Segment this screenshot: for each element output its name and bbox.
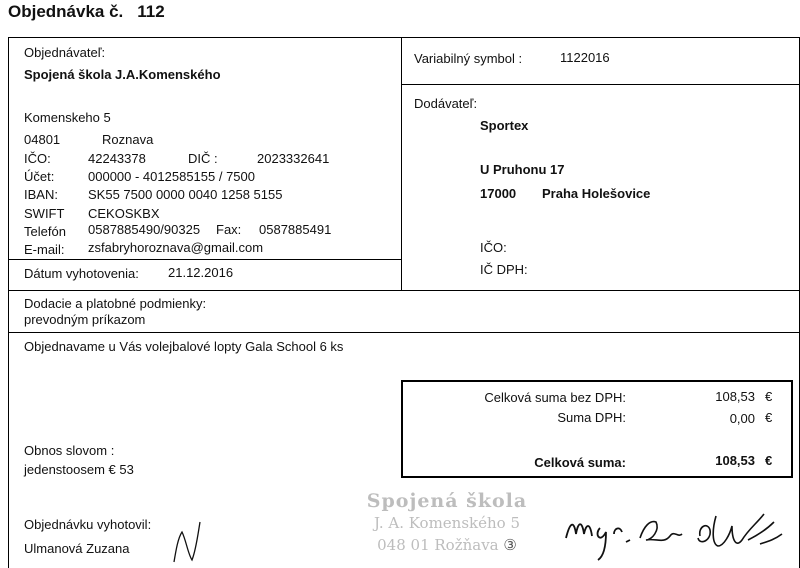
amount-words-label: Obnos slovom : <box>24 443 115 458</box>
terms-value: prevodným príkazom <box>24 312 146 327</box>
supplier-ico-label: IČO: <box>480 240 507 255</box>
stamp-mark: ③ <box>503 536 517 554</box>
signature-scribble-icon <box>168 510 208 568</box>
buyer-zip: 04801 <box>24 132 61 147</box>
issue-date-label: Dátum vyhotovenia: <box>24 266 139 281</box>
supplier-label: Dodávateľ: <box>414 96 478 111</box>
stamp-line-3: 048 01 Rožňava <box>377 536 499 554</box>
buyer-name: Spojená škola J.A.Komenského <box>24 67 221 82</box>
grand-total-label: Celková suma: <box>534 455 626 470</box>
vat-label: Suma DPH: <box>557 410 626 425</box>
school-stamp <box>362 490 532 556</box>
issuer-name: Ulmanová Zuzana <box>24 541 130 556</box>
supplier-name: Sportex <box>480 118 529 133</box>
order-title: Objednávka č. <box>8 2 124 21</box>
buyer-email: zsfabryhoroznava@gmail.com <box>88 240 264 255</box>
supplier-city: Praha Holešovice <box>542 186 651 201</box>
vat-currency: € <box>765 410 773 425</box>
buyer-swift-label: SWIFT <box>24 206 65 221</box>
buyer-fax-label: Fax: <box>216 222 242 237</box>
buyer-dic: 2023332641 <box>257 151 330 166</box>
variable-symbol-label: Variabilný symbol : <box>414 51 523 66</box>
signature-icon <box>560 500 790 568</box>
buyer-dic-label: DIČ : <box>188 151 218 166</box>
order-number: 112 <box>137 2 165 21</box>
stamp-line-2: J. A. Komenského 5 <box>373 514 520 532</box>
page-title <box>8 2 165 22</box>
buyer-ico: 42243378 <box>88 151 146 166</box>
buyer-iban-label: IBAN: <box>24 187 58 202</box>
stamp-line-1: Spojená škola <box>366 490 528 512</box>
amount-words-value: jedenstoosem € 53 <box>24 462 134 477</box>
buyer-city: Roznava <box>102 132 154 147</box>
net-total-value: 108,53 <box>715 389 755 404</box>
vat-value: 0,00 <box>729 411 755 426</box>
net-total-label: Celková suma bez DPH: <box>484 390 626 405</box>
buyer-label: Objednávateľ: <box>24 45 106 60</box>
buyer-account: 000000 - 4012585155 / 7500 <box>88 169 255 184</box>
buyer-street: Komenskeho 5 <box>24 110 111 125</box>
net-total-currency: € <box>765 389 773 404</box>
buyer-fax: 0587885491 <box>259 222 332 237</box>
buyer-iban: SK55 7500 0000 0040 1258 5155 <box>88 187 283 202</box>
buyer-account-label: Účet: <box>24 169 55 184</box>
terms-label: Dodacie a platobné podmienky: <box>24 296 207 311</box>
issue-date: 21.12.2016 <box>168 265 234 280</box>
buyer-email-label: E-mail: <box>24 242 65 257</box>
buyer-phone: 0587885490/90325 <box>88 222 201 237</box>
buyer-ico-label: IČO: <box>24 151 51 166</box>
buyer-phone-label: Telefón <box>24 224 66 239</box>
issuer-label: Objednávku vyhotovil: <box>24 517 152 532</box>
supplier-street: U Pruhonu 17 <box>480 162 565 177</box>
grand-total-value: 108,53 <box>715 453 755 468</box>
supplier-zip: 17000 <box>480 186 517 201</box>
grand-total-currency: € <box>765 453 773 468</box>
buyer-swift: CEKOSKBX <box>88 206 160 221</box>
order-text: Objednavame u Vás volejbalové lopty Gala School 6 ks <box>24 339 344 354</box>
supplier-icdph-label: IČ DPH: <box>480 262 528 277</box>
variable-symbol: 1122016 <box>560 50 610 65</box>
